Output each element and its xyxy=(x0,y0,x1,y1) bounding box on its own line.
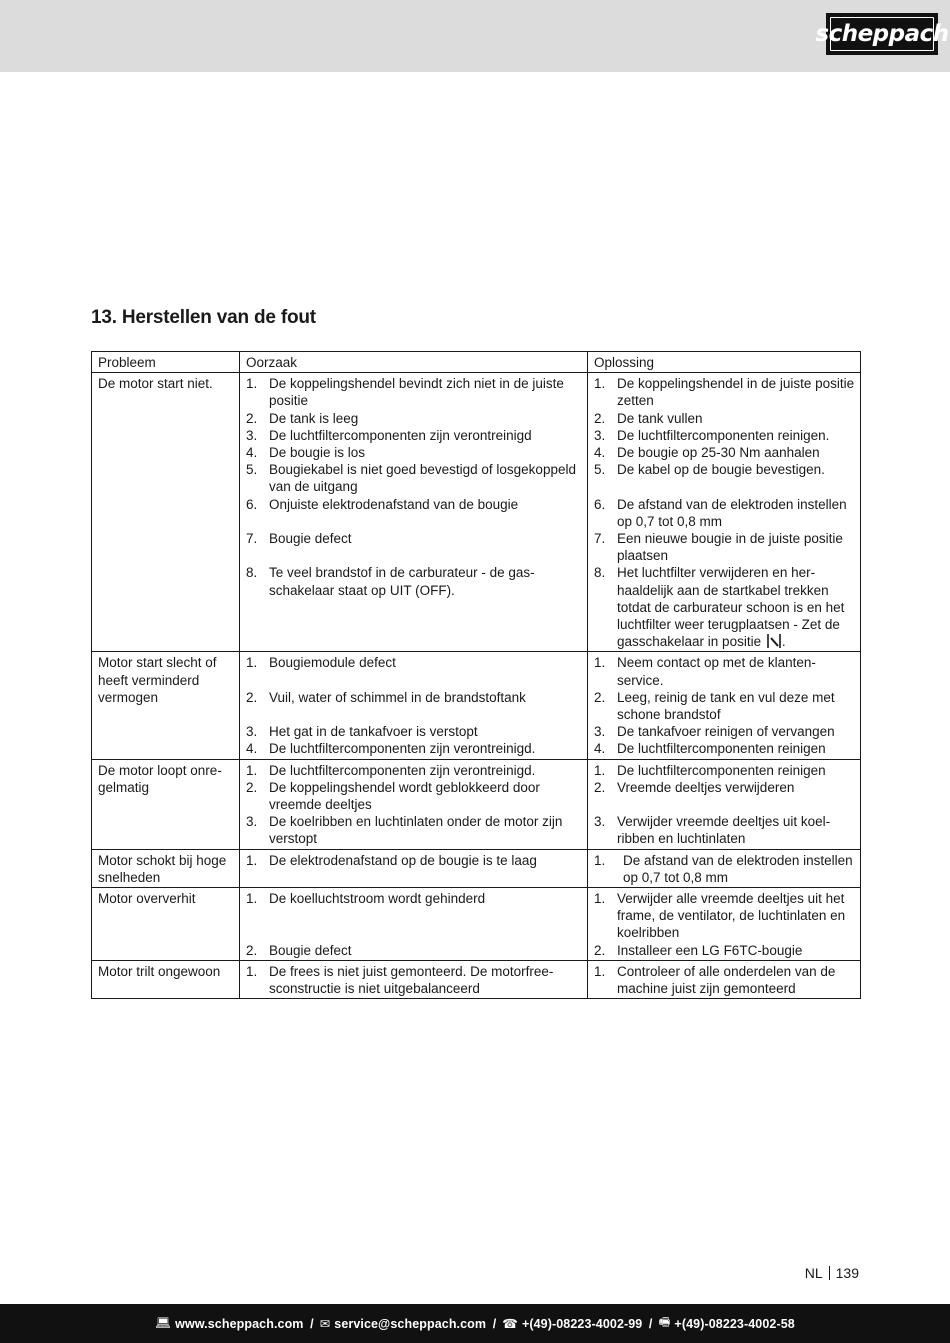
envelope-icon: ✉︎ xyxy=(319,1317,331,1331)
solution-cell xyxy=(588,888,861,961)
table-row xyxy=(92,373,861,652)
cause-cell xyxy=(240,373,588,652)
list-item: 1. De luchtfiltercomponenten zijn verontreinigd. xyxy=(246,762,536,778)
table-header-row xyxy=(92,352,861,373)
problem-cell: Motor schokt bij hoge snelheden xyxy=(92,849,240,887)
list-item: 3. De luchtfiltercomponenten reinigen. xyxy=(594,427,830,443)
list-item: 1. De elektrodenafstand op de bougie is te laag xyxy=(246,852,537,868)
list-item: 1. Verwijder alle vreemde deeltjes uit het frame, de ventilator, de luchtinlaten en koelribben xyxy=(594,891,846,941)
section-title-text: Herstellen van de fout xyxy=(121,307,316,328)
footer-email[interactable]: service@scheppach.com xyxy=(334,1316,487,1331)
solution-cell xyxy=(588,652,861,759)
list-item: 3. De luchtfiltercomponenten zijn verontreinigd xyxy=(246,427,532,443)
throttle-off-position-icon xyxy=(766,633,782,649)
page-language: NL xyxy=(804,1265,823,1281)
list-item: 1. De afstand van de elektroden instellen op 0,7 tot 0,8 mm xyxy=(594,852,853,885)
problem-cell: Motor start slecht of heeft verminderd vermogen xyxy=(92,652,240,759)
table-row xyxy=(92,652,861,759)
problem-cell: De motor loopt onregelmatig xyxy=(92,759,240,849)
list-item: 3. Het gat in de tankafvoer is verstopt xyxy=(246,724,478,740)
list-item: 1. Bougiemodule defect xyxy=(246,655,396,671)
cause-cell xyxy=(240,960,588,998)
list-item: 4. De luchtfiltercomponenten zijn verontreinigd. xyxy=(246,741,536,757)
list-item: 2. Leeg, reinig de tank en vul deze met schone brandstof xyxy=(594,689,835,723)
list-item: 5. De kabel op de bougie bevestigen. xyxy=(594,462,825,478)
list-item: 2. Installeer een LG F6TC-bougie xyxy=(594,942,803,958)
footer-phone[interactable]: +(49)-08223-4002-99 xyxy=(521,1316,643,1331)
list-item: 1. De koelluchtstroom wordt gehinderd xyxy=(246,891,486,907)
phone-icon: ☎︎ xyxy=(502,1317,518,1331)
footer-website[interactable]: www.scheppach.com xyxy=(175,1316,304,1331)
problem-cell: Motor oververhit xyxy=(92,888,240,961)
cause-cell xyxy=(240,888,588,961)
section-title xyxy=(91,307,316,329)
page-number xyxy=(805,1265,859,1281)
list-item: 4. De bougie is los xyxy=(246,445,366,461)
computer-icon: 💻︎ xyxy=(155,1316,172,1330)
scheppach-logo: scheppach xyxy=(826,13,938,55)
list-item: 1. De koppelingshendel in de juiste positie zetten xyxy=(594,376,855,409)
list-item: 2. De tank vullen xyxy=(594,410,703,426)
list-item: 3. De tankafvoer reinigen of vervangen xyxy=(594,724,835,740)
list-item: 2. De tank is leeg xyxy=(246,410,359,426)
list-item: 1. Neem contact op met de klantenservice. xyxy=(594,655,816,688)
header-cause: Oorzaak xyxy=(240,352,588,373)
list-item: 1. Controleer of alle onderdelen van de machine juist zijn gemonteerd xyxy=(594,963,836,997)
solution-cell xyxy=(588,849,861,887)
list-item: 6. De afstand van de elektroden instellen op 0,7 tot 0,8 mm xyxy=(594,496,847,529)
list-item: 4. De luchtfiltercomponenten reinigen xyxy=(594,741,826,757)
footer-fax: +(49)-08223-4002-58 xyxy=(674,1316,795,1331)
table-row xyxy=(92,849,861,887)
list-item: 3. De koelribben en luchtinlaten onder de motor zijn verstopt xyxy=(246,814,563,847)
troubleshooting-table xyxy=(91,351,861,999)
list-item: 1. De frees is niet juist gemonteerd. De motorfreesconstructie is niet uitgebalanceerd xyxy=(246,963,554,997)
page-separator xyxy=(829,1266,830,1280)
list-item: 5. Bougiekabel is niet goed bevestigd of losgekoppeld van de uitgang xyxy=(246,462,576,495)
list-item: 2. Vuil, water of schimmel in de brandstoftank xyxy=(246,689,526,705)
header-solution: Oplossing xyxy=(588,352,861,373)
cause-cell xyxy=(240,759,588,849)
header-problem: Probleem xyxy=(92,352,240,373)
list-item: 2. Bougie defect xyxy=(246,942,352,958)
list-item: 4. De bougie op 25-30 Nm aanhalen xyxy=(594,445,820,461)
list-item: 1. De koppelingshendel bevindt zich niet in de juiste positie xyxy=(246,376,564,409)
solution-cell xyxy=(588,373,861,652)
solution-cell xyxy=(588,960,861,998)
header-band xyxy=(0,0,950,72)
cause-cell xyxy=(240,652,588,759)
list-item: 2. De koppelingshendel wordt geblokkeerd door vreemde deeltjes xyxy=(246,779,540,813)
list-item: 7. Een nieuwe bougie in de juiste positie plaatsen xyxy=(594,531,843,564)
list-item: 7. Bougie defect xyxy=(246,531,352,547)
table-row xyxy=(92,960,861,998)
table-row xyxy=(92,888,861,961)
section-number: 13. xyxy=(91,307,117,328)
fax-icon: 🖷︎ xyxy=(658,1315,671,1329)
list-item: 8. Het luchtfilter verwijderen en herhaaldelijk aan de startkabel trekken totdat de carburateur schoon is en het luchtfilter weer terugplaatsen - Zet de gasschakelaar in positie . xyxy=(594,565,845,650)
page-number-value: 139 xyxy=(835,1265,859,1281)
list-item: 8. Te veel brandstof in de carburateur - de gasschakelaar staat op UIT (OFF). xyxy=(246,565,535,598)
table-row xyxy=(92,759,861,849)
solution-cell xyxy=(588,759,861,849)
problem-cell: Motor trilt ongewoon xyxy=(92,960,240,998)
contact-footer: 💻︎ www.scheppach.com / ✉︎ service@scheppach.com / ☎︎ +(49)-08223-4002-99 / 🖷︎ +(49)-08223-4002-58 xyxy=(0,1304,950,1343)
list-item: 6. Onjuiste elektrodenafstand van de bougie xyxy=(246,496,519,512)
list-item: 3. Verwijder vreemde deeltjes uit koelribben en luchtinlaten xyxy=(594,814,831,847)
problem-cell: De motor start niet. xyxy=(92,373,240,652)
cause-cell xyxy=(240,849,588,887)
list-item: 2. Vreemde deeltjes verwijderen xyxy=(594,779,795,795)
list-item: 1. De luchtfiltercomponenten reinigen xyxy=(594,762,826,778)
